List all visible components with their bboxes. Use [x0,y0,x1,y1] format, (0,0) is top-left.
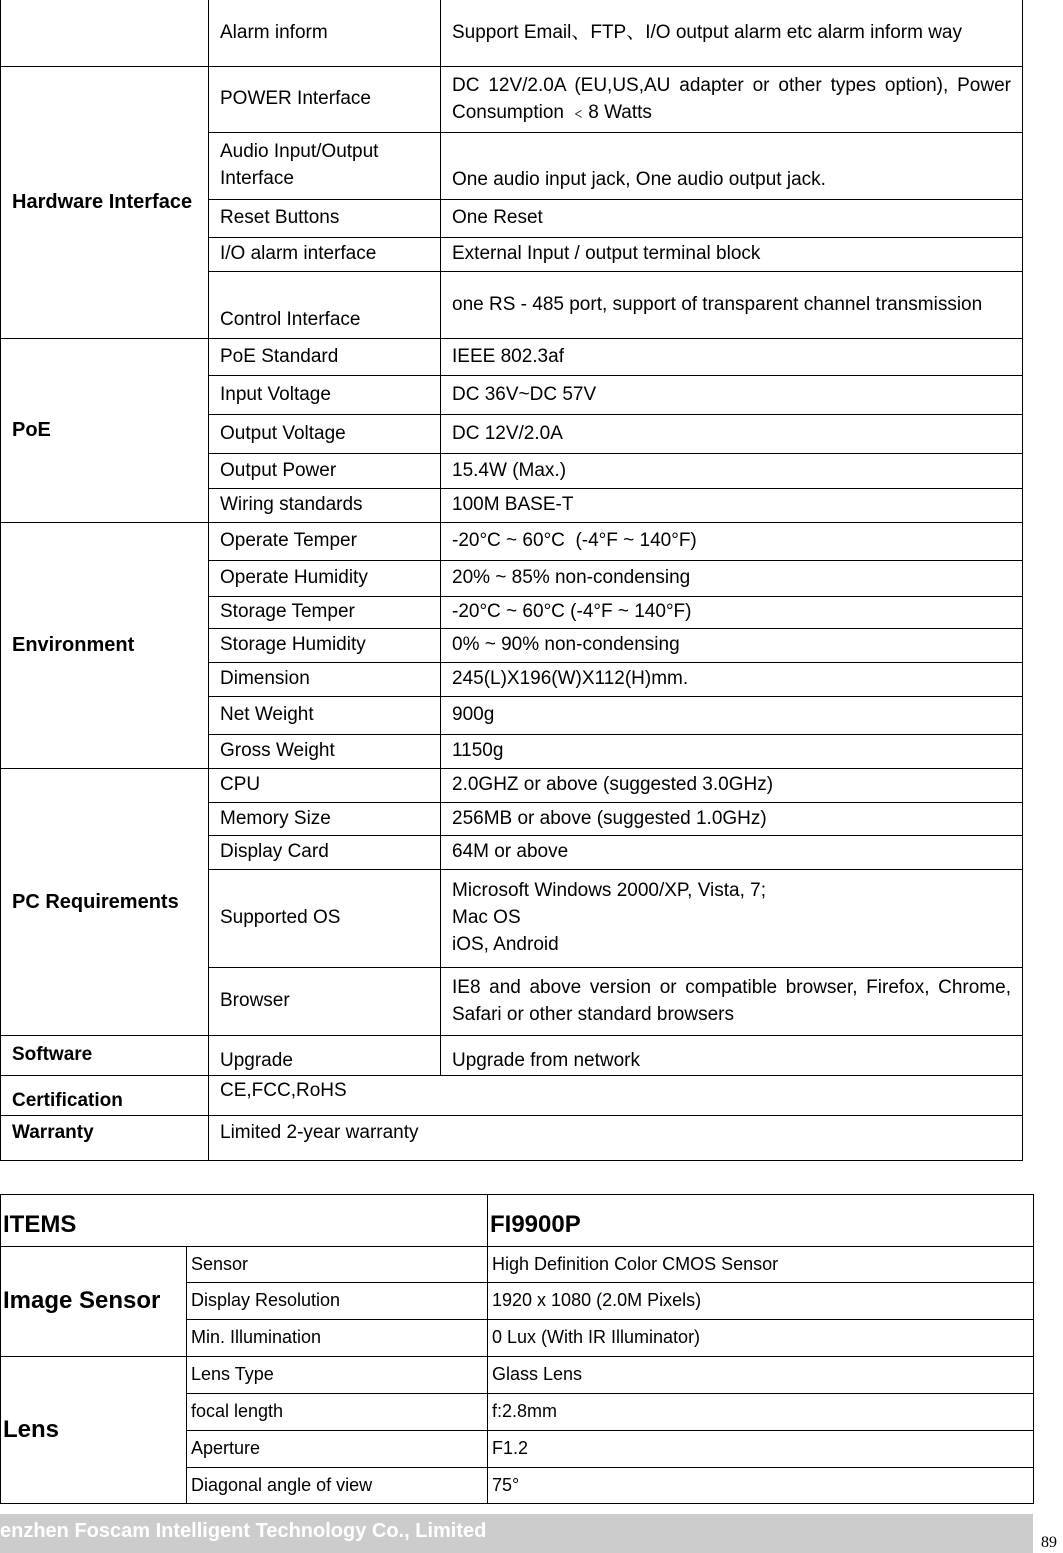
spec-value: One Reset [441,200,1023,238]
os-line: Mac OS [452,907,521,929]
spec-label: Output Voltage [209,415,441,454]
table-row [1,1076,1023,1116]
spec-value: 0 Lux (With IR Illuminator) [488,1320,1034,1357]
spec-value: DC 36V~DC 57V [441,376,1023,415]
spec-value: 1150g [441,735,1023,769]
spec-label: Control Interface [209,272,441,339]
category-environment: Environment [1,523,209,769]
category-warranty: Warranty [1,1116,209,1161]
spec-label: Supported OS [209,870,441,968]
table-row [1,769,1023,803]
spec-label: Storage Temper [209,597,441,629]
spec-value: 2.0GHZ or above (suggested 3.0GHz) [441,769,1023,803]
spec-value: High Definition Color CMOS Sensor [488,1247,1034,1283]
spec-label: Audio Input/Output Interface [209,133,441,200]
spec-value: 1920 x 1080 (2.0M Pixels) [488,1283,1034,1320]
spec-value: 100M BASE-T [441,489,1023,523]
category-poe: PoE [1,339,209,523]
spec-label: Storage Humidity [209,629,441,663]
page-number: 89 [1041,1534,1057,1551]
table-row [1,1357,1034,1394]
spec-label: Diagonal angle of view [187,1468,488,1504]
spec-value: IEEE 802.3af [441,339,1023,376]
category-certification: Certification [1,1076,209,1116]
spec-value: 245(L)X196(W)X112(H)mm. [441,663,1023,697]
os-line: iOS, Android [452,933,559,955]
spec-label: Lens Type [187,1357,488,1394]
spec-value: 20% ~ 85% non-condensing [441,561,1023,597]
spec-label: POWER Interface [209,67,441,133]
spec-value: f:2.8mm [488,1394,1034,1431]
spec-label: Dimension [209,663,441,697]
spec-label: I/O alarm interface [209,238,441,272]
spec-label: Input Voltage [209,376,441,415]
spec-label: Display Resolution [187,1283,488,1320]
header-items: ITEMS [1,1195,488,1247]
spec-value: 256MB or above (suggested 1.0GHz) [441,803,1023,836]
spec-value: Support Email、FTP、I/O output alarm etc alarm inform way [441,0,1023,67]
os-line: Microsoft Windows 2000/XP, Vista, 7; [452,880,767,902]
spec-value: Limited 2-year warranty [209,1116,1023,1161]
spec-label: Aperture [187,1431,488,1468]
spec-value: Upgrade from network [441,1036,1023,1076]
spec-value: One audio input jack, One audio output jack. [441,133,1023,200]
spec-label: Gross Weight [209,735,441,769]
spec-label: Sensor [187,1247,488,1283]
footer-company: enzhen Foscam Intelligent Technology Co., Limited [0,1520,487,1542]
category-software: Software [1,1036,209,1076]
spec-table-fi9900p [0,1194,1034,1504]
spec-value: IE8 and above version or compatible browser, Firefox, Chrome, Safari or other standard browsers [441,968,1023,1036]
spec-label: Net Weight [209,697,441,735]
spec-label: Reset Buttons [209,200,441,238]
spec-label: Operate Humidity [209,561,441,597]
table-row [1,0,1023,67]
spec-value: DC 12V/2.0A (EU,US,AU adapter or other types option), Power Consumption ﹤8 Watts [441,67,1023,133]
spec-value: 0% ~ 90% non-condensing [441,629,1023,663]
spec-value: -20°C ~ 60°C (-4°F ~ 140°F) [441,523,1023,561]
spec-label: PoE Standard [209,339,441,376]
spec-label: Output Power [209,454,441,489]
spec-value: 64M or above [441,836,1023,870]
spec-label: Display Card [209,836,441,870]
spec-value: 900g [441,697,1023,735]
spec-value: DC 12V/2.0A [441,415,1023,454]
spec-value: CE,FCC,RoHS [209,1076,1023,1116]
spec-value: External Input / output terminal block [441,238,1023,272]
spec-label: Browser [209,968,441,1036]
footer-bar [0,1514,1033,1553]
table-row [1,523,1023,561]
spec-value: one RS - 485 port, support of transparent channel transmission [441,272,1023,339]
category-pc-requirements: PC Requirements [1,769,209,1036]
category-lens: Lens [1,1357,187,1504]
spec-value: 75° [488,1468,1034,1504]
spec-label: focal length [187,1394,488,1431]
empty-cell [1,0,209,67]
spec-label: Operate Temper [209,523,441,561]
spec-label: Alarm inform [209,0,441,67]
table-row [1,339,1023,376]
spec-label: Wiring standards [209,489,441,523]
spec-label: Memory Size [209,803,441,836]
table-row [1,67,1023,133]
table-row [1,1036,1023,1076]
table-row [1,1116,1023,1161]
category-hardware-interface: Hardware Interface [1,67,209,339]
table-row [1,1247,1034,1283]
spec-value [441,870,1023,968]
spec-value: Glass Lens [488,1357,1034,1394]
spec-label: Min. Illumination [187,1320,488,1357]
header-model: FI9900P [488,1195,1034,1247]
spec-value: F1.2 [488,1431,1034,1468]
table-header-row [1,1195,1034,1247]
category-image-sensor: Image Sensor [1,1247,187,1357]
spec-value: 15.4W (Max.) [441,454,1023,489]
spec-value: -20°C ~ 60°C (-4°F ~ 140°F) [441,597,1023,629]
spec-label: Upgrade [209,1036,441,1076]
spec-label: CPU [209,769,441,803]
